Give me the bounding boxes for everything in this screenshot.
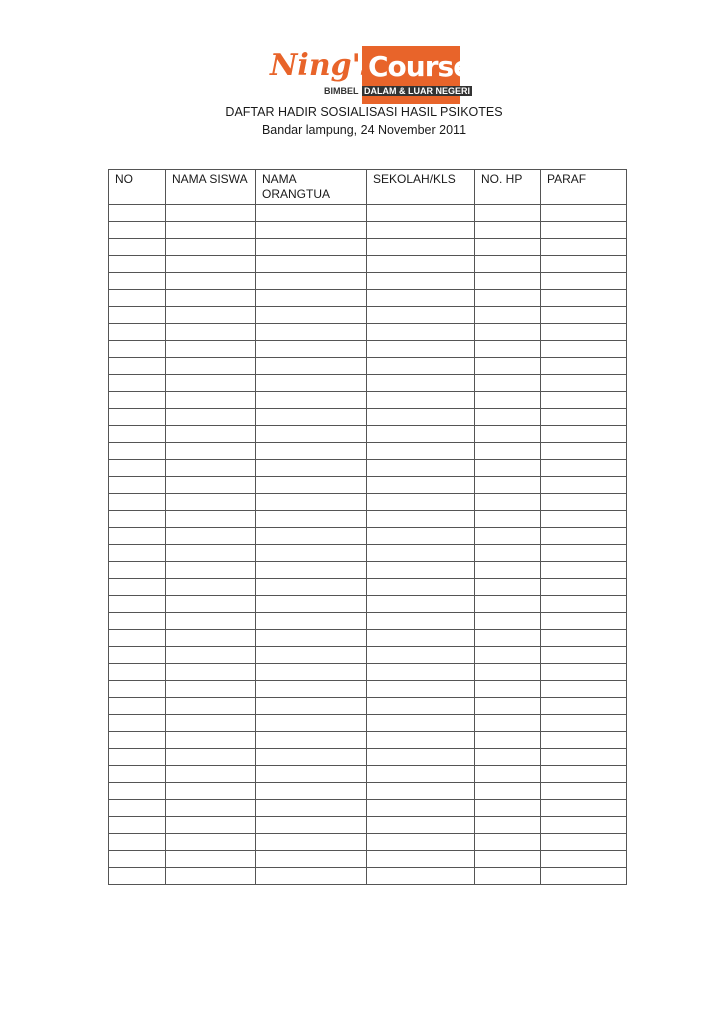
table-cell	[475, 545, 541, 562]
table-cell	[109, 562, 166, 579]
table-cell	[475, 460, 541, 477]
table-cell	[166, 596, 256, 613]
table-cell	[166, 545, 256, 562]
table-cell	[166, 256, 256, 273]
table-cell	[367, 290, 475, 307]
table-row	[109, 766, 627, 783]
table-cell	[256, 528, 367, 545]
table-cell	[367, 783, 475, 800]
table-cell	[475, 766, 541, 783]
table-cell	[256, 273, 367, 290]
table-cell	[166, 681, 256, 698]
table-cell	[367, 341, 475, 358]
table-cell	[109, 239, 166, 256]
table-cell	[367, 647, 475, 664]
table-cell	[166, 851, 256, 868]
table-cell	[256, 579, 367, 596]
table-cell	[367, 375, 475, 392]
table-cell	[109, 817, 166, 834]
table-cell	[109, 868, 166, 885]
table-cell	[541, 426, 627, 443]
table-cell	[541, 698, 627, 715]
table-cell	[109, 460, 166, 477]
table-cell	[166, 392, 256, 409]
table-cell	[367, 800, 475, 817]
table-cell	[256, 324, 367, 341]
table-cell	[541, 205, 627, 222]
table-cell	[541, 766, 627, 783]
table-cell	[166, 307, 256, 324]
table-cell	[367, 409, 475, 426]
table-row	[109, 205, 627, 222]
table-row	[109, 851, 627, 868]
table-row	[109, 562, 627, 579]
table-cell	[109, 290, 166, 307]
table-cell	[541, 834, 627, 851]
column-header-phone: NO. HP	[475, 170, 541, 205]
table-cell	[541, 579, 627, 596]
table-cell	[166, 443, 256, 460]
table-cell	[256, 596, 367, 613]
table-row	[109, 681, 627, 698]
table-cell	[166, 375, 256, 392]
table-cell	[166, 732, 256, 749]
table-cell	[109, 205, 166, 222]
table-cell	[166, 579, 256, 596]
document-title: DAFTAR HADIR SOSIALISASI HASIL PSIKOTES	[225, 105, 503, 119]
table-cell	[541, 443, 627, 460]
table-cell	[109, 511, 166, 528]
table-cell	[475, 426, 541, 443]
table-cell	[367, 392, 475, 409]
table-cell	[475, 392, 541, 409]
table-row	[109, 460, 627, 477]
table-cell	[109, 579, 166, 596]
table-row	[109, 698, 627, 715]
table-row	[109, 239, 627, 256]
table-cell	[367, 460, 475, 477]
table-cell	[256, 664, 367, 681]
table-cell	[541, 800, 627, 817]
table-cell	[541, 545, 627, 562]
table-cell	[541, 307, 627, 324]
table-cell	[475, 664, 541, 681]
table-cell	[367, 358, 475, 375]
table-cell	[475, 647, 541, 664]
column-header-no: NO	[109, 170, 166, 205]
table-cell	[367, 851, 475, 868]
table-cell	[475, 511, 541, 528]
table-cell	[541, 596, 627, 613]
table-cell	[109, 766, 166, 783]
table-cell	[109, 358, 166, 375]
table-cell	[256, 511, 367, 528]
table-cell	[475, 732, 541, 749]
table-cell	[166, 630, 256, 647]
column-header-signature: PARAF	[541, 170, 627, 205]
table-cell	[256, 358, 367, 375]
document-subtitle: Bandar lampung, 24 November 2011	[261, 123, 467, 137]
table-row	[109, 511, 627, 528]
table-cell	[475, 375, 541, 392]
table-cell	[109, 783, 166, 800]
table-cell	[109, 647, 166, 664]
table-row	[109, 817, 627, 834]
table-row	[109, 800, 627, 817]
table-cell	[367, 817, 475, 834]
table-cell	[256, 749, 367, 766]
table-cell	[367, 477, 475, 494]
table-row	[109, 783, 627, 800]
table-cell	[367, 613, 475, 630]
table-cell	[541, 375, 627, 392]
table-header-row	[109, 170, 627, 205]
table-cell	[367, 545, 475, 562]
table-cell	[475, 205, 541, 222]
table-cell	[109, 698, 166, 715]
table-cell	[256, 460, 367, 477]
table-cell	[109, 307, 166, 324]
column-header-parent-name: NAMA ORANGTUA	[256, 170, 367, 205]
table-cell	[541, 664, 627, 681]
table-cell	[256, 426, 367, 443]
table-row	[109, 392, 627, 409]
table-cell	[109, 392, 166, 409]
table-cell	[256, 698, 367, 715]
table-cell	[109, 273, 166, 290]
table-cell	[367, 766, 475, 783]
logo-tagline-left: BIMBEL	[324, 86, 359, 96]
table-cell	[109, 681, 166, 698]
table-cell	[475, 851, 541, 868]
table-cell	[541, 715, 627, 732]
table-cell	[367, 664, 475, 681]
attendance-table	[108, 169, 627, 885]
table-cell	[166, 715, 256, 732]
table-row	[109, 715, 627, 732]
table-cell	[256, 613, 367, 630]
table-cell	[541, 392, 627, 409]
table-cell	[109, 222, 166, 239]
logo-name-left: Ning's	[270, 48, 378, 83]
table-row	[109, 528, 627, 545]
column-header-school-class: SEKOLAH/KLS	[367, 170, 475, 205]
table-cell	[256, 205, 367, 222]
table-cell	[166, 273, 256, 290]
table-cell	[541, 511, 627, 528]
table-cell	[109, 426, 166, 443]
logo-tagline-right: DALAM & LUAR NEGERI	[364, 86, 470, 96]
table-cell	[541, 324, 627, 341]
table-cell	[256, 562, 367, 579]
table-cell	[166, 494, 256, 511]
table-cell	[166, 868, 256, 885]
table-cell	[541, 409, 627, 426]
table-cell	[109, 477, 166, 494]
table-cell	[541, 868, 627, 885]
table-cell	[475, 613, 541, 630]
table-cell	[541, 749, 627, 766]
table-cell	[367, 307, 475, 324]
table-cell	[109, 375, 166, 392]
table-cell	[367, 562, 475, 579]
table-cell	[166, 239, 256, 256]
table-cell	[475, 783, 541, 800]
table-cell	[367, 698, 475, 715]
table-cell	[109, 256, 166, 273]
table-cell	[367, 749, 475, 766]
table-cell	[166, 783, 256, 800]
table-cell	[367, 239, 475, 256]
table-cell	[367, 630, 475, 647]
table-cell	[367, 528, 475, 545]
table-cell	[166, 817, 256, 834]
table-cell	[256, 647, 367, 664]
table-cell	[367, 511, 475, 528]
table-body	[109, 205, 627, 885]
table-cell	[541, 528, 627, 545]
table-cell	[109, 834, 166, 851]
table-cell	[256, 732, 367, 749]
table-cell	[166, 511, 256, 528]
table-cell	[256, 851, 367, 868]
table-cell	[166, 766, 256, 783]
table-cell	[541, 290, 627, 307]
table-cell	[256, 341, 367, 358]
table-cell	[541, 239, 627, 256]
table-cell	[256, 494, 367, 511]
table-row	[109, 477, 627, 494]
table-cell	[109, 596, 166, 613]
table-cell	[166, 800, 256, 817]
table-row	[109, 443, 627, 460]
table-cell	[541, 222, 627, 239]
table-cell	[541, 783, 627, 800]
table-cell	[475, 698, 541, 715]
table-cell	[475, 749, 541, 766]
table-cell	[256, 681, 367, 698]
table-cell	[109, 800, 166, 817]
table-cell	[541, 358, 627, 375]
table-cell	[166, 460, 256, 477]
table-cell	[256, 715, 367, 732]
table-row	[109, 375, 627, 392]
table-cell	[541, 562, 627, 579]
table-cell	[109, 341, 166, 358]
table-cell	[109, 749, 166, 766]
table-cell	[166, 647, 256, 664]
table-cell	[541, 477, 627, 494]
table-cell	[166, 324, 256, 341]
table-cell	[109, 732, 166, 749]
table-cell	[166, 290, 256, 307]
table-cell	[475, 596, 541, 613]
table-cell	[475, 579, 541, 596]
table-row	[109, 426, 627, 443]
table-row	[109, 545, 627, 562]
table-cell	[256, 477, 367, 494]
logo-name-right: Course	[368, 50, 472, 83]
table-cell	[256, 409, 367, 426]
table-cell	[256, 630, 367, 647]
table-row	[109, 647, 627, 664]
table-cell	[256, 239, 367, 256]
table-cell	[475, 494, 541, 511]
table-cell	[367, 596, 475, 613]
table-cell	[475, 341, 541, 358]
table-cell	[367, 256, 475, 273]
table-cell	[109, 715, 166, 732]
table-cell	[367, 222, 475, 239]
table-cell	[109, 545, 166, 562]
table-cell	[367, 579, 475, 596]
table-row	[109, 222, 627, 239]
table-row	[109, 732, 627, 749]
table-cell	[541, 630, 627, 647]
table-cell	[475, 358, 541, 375]
table-cell	[475, 443, 541, 460]
table-cell	[367, 494, 475, 511]
table-cell	[256, 290, 367, 307]
table-cell	[475, 307, 541, 324]
table-cell	[256, 392, 367, 409]
table-cell	[256, 783, 367, 800]
table-row	[109, 273, 627, 290]
table-cell	[475, 528, 541, 545]
table-cell	[367, 834, 475, 851]
table-cell	[256, 443, 367, 460]
table-cell	[256, 800, 367, 817]
table-cell	[256, 766, 367, 783]
table-cell	[475, 800, 541, 817]
table-row	[109, 341, 627, 358]
table-cell	[541, 732, 627, 749]
table-cell	[109, 324, 166, 341]
table-cell	[166, 562, 256, 579]
table-cell	[256, 256, 367, 273]
table-cell	[475, 834, 541, 851]
table-cell	[166, 341, 256, 358]
table-row	[109, 664, 627, 681]
table-cell	[256, 834, 367, 851]
table-cell	[541, 494, 627, 511]
table-cell	[541, 681, 627, 698]
table-cell	[475, 256, 541, 273]
table-row	[109, 596, 627, 613]
table-cell	[475, 630, 541, 647]
table-cell	[166, 834, 256, 851]
table-cell	[256, 375, 367, 392]
table-row	[109, 579, 627, 596]
table-cell	[541, 460, 627, 477]
table-row	[109, 324, 627, 341]
table-row	[109, 409, 627, 426]
table-cell	[256, 545, 367, 562]
table-cell	[541, 341, 627, 358]
table-cell	[166, 477, 256, 494]
table-cell	[109, 851, 166, 868]
table-row	[109, 307, 627, 324]
table-cell	[109, 630, 166, 647]
table-cell	[256, 868, 367, 885]
table-row	[109, 358, 627, 375]
table-cell	[475, 715, 541, 732]
table-cell	[475, 273, 541, 290]
table-cell	[256, 222, 367, 239]
table-cell	[166, 409, 256, 426]
table-cell	[367, 426, 475, 443]
course-logo	[264, 46, 472, 104]
table-cell	[475, 868, 541, 885]
table-cell	[367, 324, 475, 341]
table-cell	[166, 222, 256, 239]
table-cell	[367, 443, 475, 460]
table-cell	[475, 222, 541, 239]
table-cell	[166, 664, 256, 681]
table-cell	[166, 358, 256, 375]
table-cell	[109, 528, 166, 545]
table-cell	[166, 426, 256, 443]
table-cell	[367, 732, 475, 749]
table-cell	[541, 817, 627, 834]
table-cell	[367, 715, 475, 732]
table-cell	[475, 324, 541, 341]
table-cell	[109, 613, 166, 630]
table-cell	[475, 239, 541, 256]
table-cell	[475, 681, 541, 698]
table-cell	[475, 817, 541, 834]
table-cell	[367, 205, 475, 222]
table-row	[109, 613, 627, 630]
table-cell	[475, 477, 541, 494]
table-row	[109, 256, 627, 273]
table-cell	[475, 409, 541, 426]
table-cell	[475, 562, 541, 579]
table-cell	[109, 494, 166, 511]
table-cell	[166, 528, 256, 545]
table-cell	[109, 664, 166, 681]
table-cell	[166, 205, 256, 222]
table-row	[109, 630, 627, 647]
table-row	[109, 749, 627, 766]
table-cell	[166, 749, 256, 766]
table-cell	[367, 681, 475, 698]
table-cell	[475, 290, 541, 307]
table-cell	[367, 273, 475, 290]
table-row	[109, 834, 627, 851]
table-cell	[109, 443, 166, 460]
table-cell	[166, 613, 256, 630]
table-cell	[256, 817, 367, 834]
column-header-student-name: NAMA SISWA	[166, 170, 256, 205]
table-row	[109, 494, 627, 511]
table-row	[109, 290, 627, 307]
table-cell	[166, 698, 256, 715]
table-cell	[367, 868, 475, 885]
table-cell	[109, 409, 166, 426]
table-cell	[541, 273, 627, 290]
table-row	[109, 868, 627, 885]
table-cell	[541, 851, 627, 868]
table-cell	[256, 307, 367, 324]
table-cell	[541, 613, 627, 630]
table-cell	[541, 256, 627, 273]
table-cell	[541, 647, 627, 664]
